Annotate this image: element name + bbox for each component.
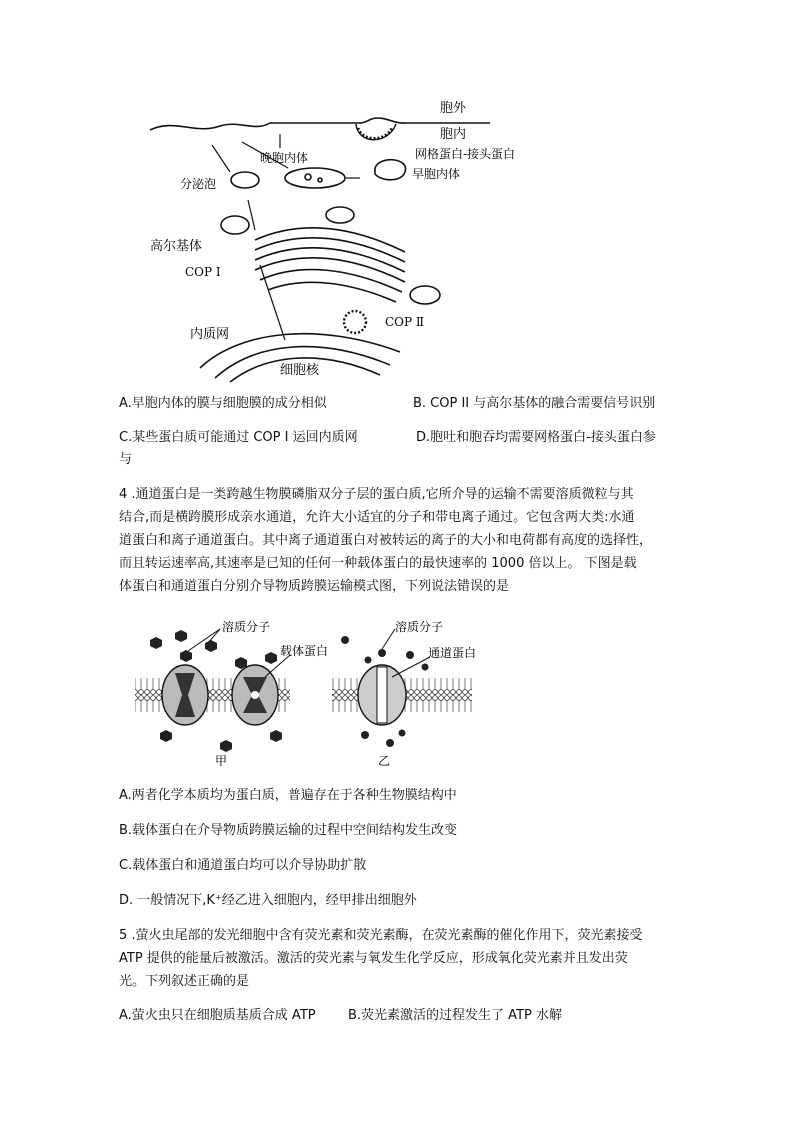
label-late-endosome: 晚胞内体 [260, 151, 309, 165]
q4-stem-line: 体蛋白和通道蛋白分别介导物质跨膜运输模式图，下列说法错误的是 [119, 579, 510, 594]
q3-option-c: C.某些蛋白质可能通过 COP I 运回内质网 [119, 430, 358, 445]
label-inside: 胞内 [440, 127, 467, 142]
q4-stem-line: 道蛋白和离子通道蛋白。其中离子通道蛋白对被转运的离子的大小和电荷都有高度的选择性， [119, 533, 653, 548]
carrier-protein-2 [232, 665, 278, 725]
q4-option-a: A.两者化学本质均为蛋白质，普遍存在于各种生物膜结构中 [119, 788, 457, 803]
label-outside: 胞外 [440, 101, 467, 116]
q3-option-d-cont: 与 [119, 452, 133, 467]
label-channel: 通道蛋白 [428, 646, 477, 660]
q5-stem-line: 光。下列叙述正确的是 [119, 974, 250, 989]
q5-option-b: B.荧光素激活的过程发生了 ATP 水解 [348, 1008, 562, 1023]
label-jia: 甲 [215, 754, 228, 768]
q4-stem-line: 而且转运速率高,其速率是已知的任何一种载体蛋白的最快速率的 1000 倍以上。 下图是载 [119, 556, 637, 571]
cell-membrane [150, 118, 490, 130]
golgi-stack [255, 228, 405, 302]
label-vesicle: 分泌泡 [180, 177, 217, 191]
q4-option-c: C.载体蛋白和通道蛋白均可以介导协助扩散 [119, 858, 367, 873]
q5-stem-line: ATP 提供的能量后被激活。激活的荧光素与氧发生化学反应，形成氧化荧光素并且发出荧 [119, 951, 628, 966]
label-solute-left: 溶质分子 [222, 620, 271, 634]
label-clathrin: 网格蛋白-接头蛋白 [415, 147, 516, 161]
label-carrier: 载体蛋白 [280, 644, 329, 658]
label-nucleus: 细胞核 [280, 363, 320, 378]
label-early-endosome: 早胞内体 [412, 167, 461, 181]
channel-protein [358, 665, 406, 725]
q5-option-a: A.萤火虫只在细胞质基质合成 ATP [119, 1008, 316, 1023]
label-er: 内质网 [190, 327, 230, 342]
q3-option-a: A.早胞内体的膜与细胞膜的成分相似 [119, 396, 327, 411]
q3-option-d: D.胞吐和胞吞均需要网格蛋白-接头蛋白参 [416, 430, 656, 445]
early-endosome [375, 160, 406, 180]
q4-option-d: D. 一般情况下,K⁺经乙进入细胞内，经甲排出细胞外 [119, 893, 417, 908]
label-cop1: COP Ⅰ [185, 265, 221, 279]
q4-option-b: B.载体蛋白在介导物质跨膜运输的过程中空间结构发生改变 [119, 823, 458, 838]
q4-stem-line: 4 .通道蛋白是一类跨越生物膜磷脂双分子层的蛋白质,它所介导的运输不需要溶质微粒与其 [119, 487, 634, 502]
label-yi: 乙 [378, 754, 391, 768]
q5-stem-line: 5 .萤火虫尾部的发光细胞中含有荧光素和荧光素酶，在荧光素酶的催化作用下，荧光素接受 [119, 928, 643, 943]
figure-membrane-transport [120, 615, 480, 770]
clathrin-pit [356, 124, 396, 140]
carrier-protein-1 [162, 665, 208, 725]
late-endosome [285, 168, 345, 188]
label-golgi: 高尔基体 [150, 239, 203, 254]
figure-vesicle-transport [120, 90, 516, 380]
q4-stem-line: 结合,而是横跨膜形成亲水通道，允许大小适宜的分子和带电离子通过。它包含两大类:水通 [119, 510, 635, 525]
q3-option-b: B. COP II 与高尔基体的融合需要信号识别 [413, 396, 656, 411]
secretory-vesicle [231, 172, 259, 188]
label-solute-right: 溶质分子 [395, 620, 444, 634]
label-cop2: COP Ⅱ [385, 315, 425, 329]
cop2-vesicle [344, 311, 366, 333]
